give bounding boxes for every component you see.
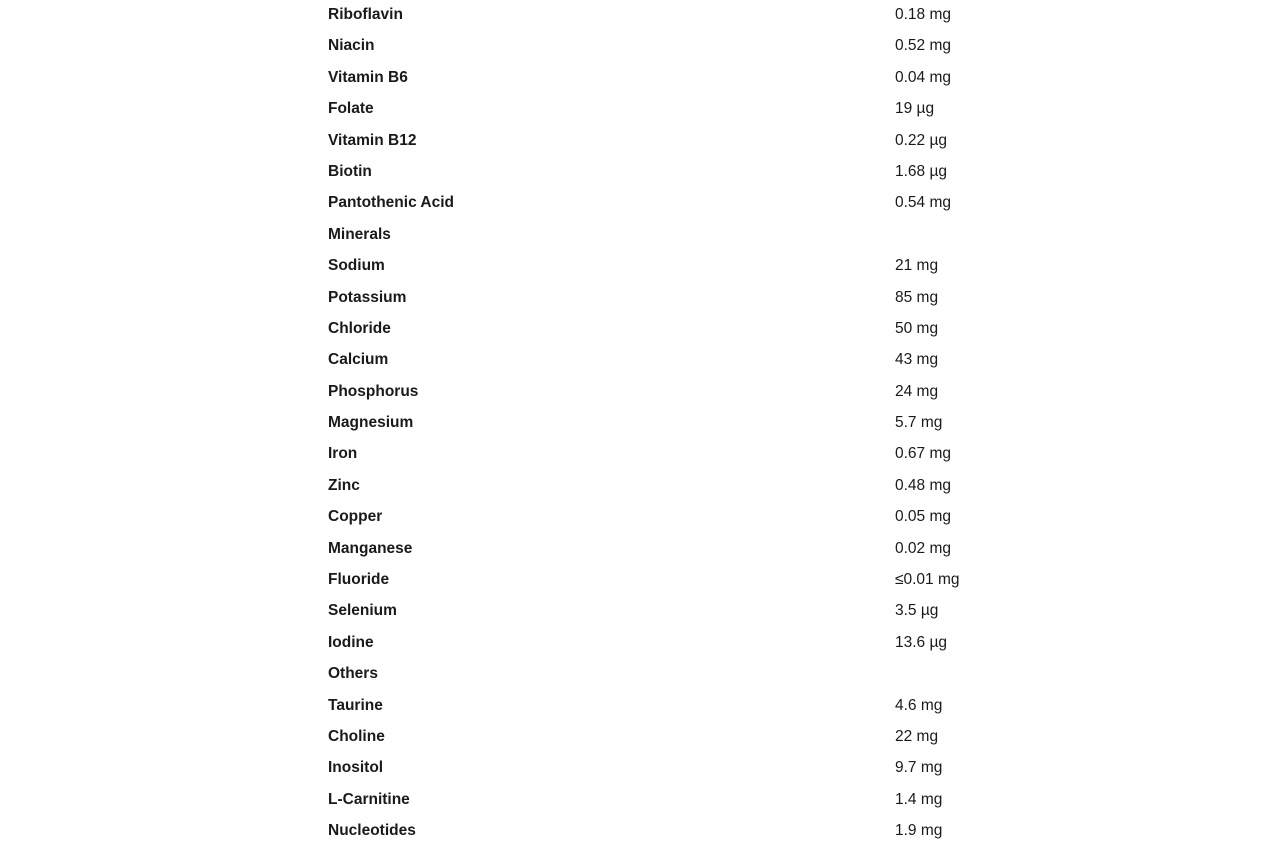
nutrient-value: 13.6 µg: [895, 633, 948, 651]
nutrient-value: 85 mg: [895, 288, 939, 306]
nutrient-row: [0, 691, 1280, 722]
nutrient-value: 0.54 mg: [895, 194, 952, 212]
nutrient-row: [0, 314, 1280, 345]
nutrient-value: 21 mg: [895, 257, 939, 275]
nutrient-row: [0, 722, 1280, 753]
nutrient-name: Pantothenic Acid: [328, 194, 455, 212]
nutrient-value: 0.18 mg: [895, 6, 952, 23]
nutrient-name: Iodine: [328, 633, 374, 651]
nutrient-row: [0, 439, 1280, 470]
nutrient-name: Sodium: [328, 257, 385, 275]
nutrient-value: 5.7 mg: [895, 414, 943, 432]
nutrient-row: [0, 157, 1280, 188]
nutrient-name: Folate: [328, 100, 374, 118]
nutrient-value: 9.7 mg: [895, 759, 943, 777]
nutrient-value: 1.4 mg: [895, 790, 943, 808]
nutrient-row: [0, 816, 1280, 847]
nutrient-name: Riboflavin: [328, 6, 403, 23]
nutrient-row: [0, 251, 1280, 282]
section-header-row: [0, 659, 1280, 690]
nutrient-name: L-Carnitine: [328, 790, 410, 808]
nutrient-row: [0, 345, 1280, 376]
nutrient-value: 1.68 µg: [895, 162, 948, 180]
nutrient-row: [0, 753, 1280, 784]
nutrient-name: Copper: [328, 508, 383, 526]
nutrient-value: 24 mg: [895, 382, 939, 400]
nutrient-row: [0, 283, 1280, 314]
nutrient-value: 0.04 mg: [895, 68, 952, 86]
nutrient-value: 22 mg: [895, 727, 939, 745]
nutrient-row: [0, 31, 1280, 62]
nutrient-name: Zinc: [328, 476, 360, 494]
nutrient-name: Biotin: [328, 162, 372, 180]
nutrient-name: Taurine: [328, 696, 383, 714]
nutrient-value: 0.05 mg: [895, 508, 952, 526]
nutrient-name: Potassium: [328, 288, 407, 306]
nutrient-value: ≤0.01 mg: [895, 571, 960, 589]
nutrient-name: Chloride: [328, 319, 391, 337]
nutrient-value: 4.6 mg: [895, 696, 943, 714]
section-header-row: [0, 220, 1280, 251]
nutrient-row: [0, 785, 1280, 816]
nutrient-name: Vitamin B6: [328, 68, 408, 86]
nutrient-name: Selenium: [328, 602, 397, 620]
nutrient-row: [0, 126, 1280, 157]
nutrient-row: [0, 596, 1280, 627]
nutrient-name: Phosphorus: [328, 382, 419, 400]
nutrient-name: Niacin: [328, 37, 375, 55]
nutrient-row: [0, 628, 1280, 659]
nutrient-name: Fluoride: [328, 571, 390, 589]
section-header: Others: [328, 665, 378, 683]
section-header: Minerals: [328, 225, 391, 243]
nutrient-value: 0.52 mg: [895, 37, 952, 55]
nutrient-row: [0, 534, 1280, 565]
nutrient-row: [0, 377, 1280, 408]
nutrient-row: [0, 408, 1280, 439]
nutrient-name: Inositol: [328, 759, 384, 777]
nutrient-value: 0.67 mg: [895, 445, 952, 463]
nutrient-row: [0, 188, 1280, 219]
nutrient-value: 50 mg: [895, 319, 939, 337]
nutrient-name: Choline: [328, 727, 385, 745]
nutrient-row: [0, 0, 1280, 31]
nutrient-row: [0, 94, 1280, 125]
nutrient-row: [0, 471, 1280, 502]
nutrient-name: Magnesium: [328, 414, 414, 432]
nutrient-value: 0.48 mg: [895, 476, 952, 494]
nutrient-row: [0, 502, 1280, 533]
nutrient-name: Calcium: [328, 351, 389, 369]
nutrient-value: 0.02 mg: [895, 539, 952, 557]
nutrient-name: Vitamin B12: [328, 131, 417, 149]
nutrient-value: 19 µg: [895, 100, 935, 118]
nutrient-name: Nucleotides: [328, 822, 416, 840]
nutrient-value: 0.22 µg: [895, 131, 948, 149]
nutrient-value: 43 mg: [895, 351, 939, 369]
nutrient-name: Iron: [328, 445, 358, 463]
nutrient-value: 3.5 µg: [895, 602, 939, 620]
nutrient-row: [0, 565, 1280, 596]
nutrient-name: Manganese: [328, 539, 413, 557]
nutrient-value: 1.9 mg: [895, 822, 943, 840]
nutrient-row: [0, 63, 1280, 94]
